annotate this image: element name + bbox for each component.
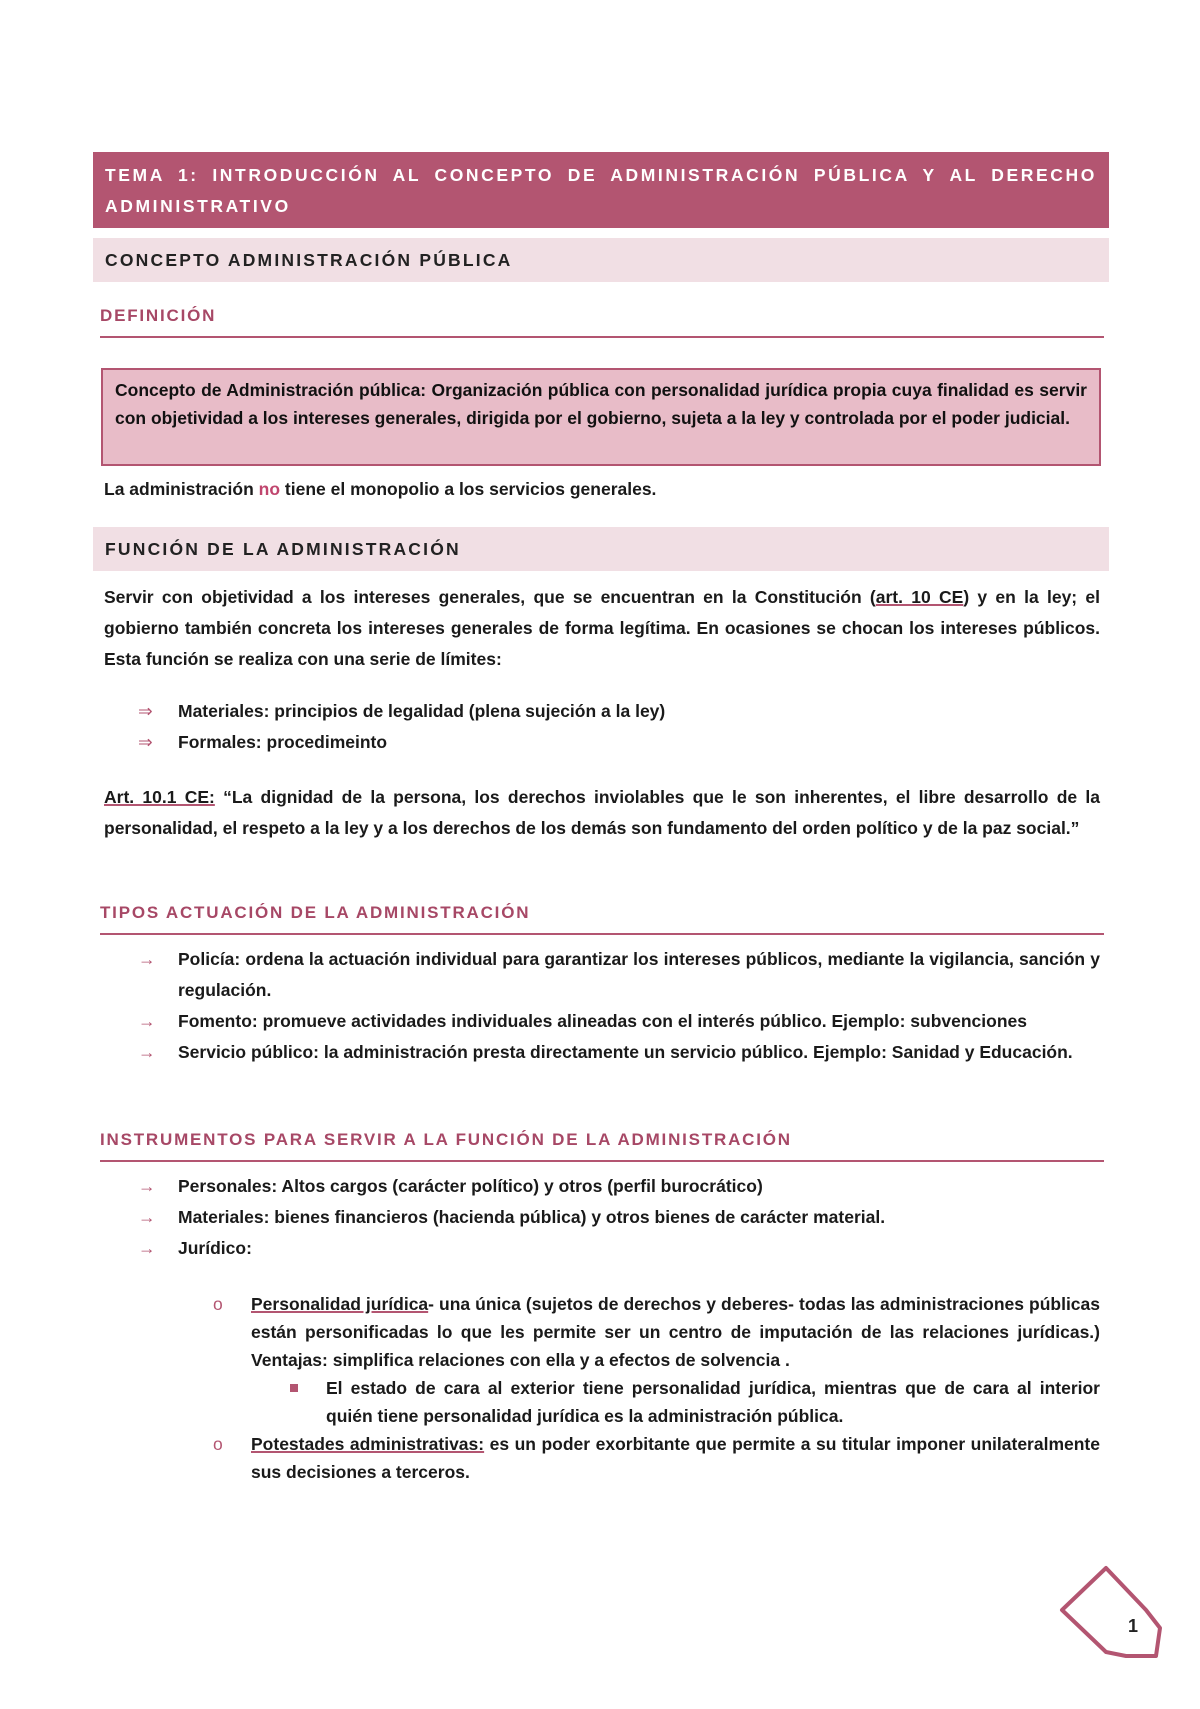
section-heading-funcion: FUNCIÓN DE LA ADMINISTRACIÓN bbox=[93, 527, 1109, 571]
monopoly-note bbox=[104, 474, 1100, 505]
article-quote-text: “La dignidad de la persona, los derechos inviolables que le son inherentes, el libre desarrollo de la personalidad, el respeto a la ley y a los derechos de los demás son fundamento del orden político y de la paz social.” bbox=[104, 787, 1100, 838]
tipos-list bbox=[138, 944, 1100, 1068]
note-accent-word: no bbox=[258, 479, 281, 499]
note-text-before: La administración bbox=[104, 479, 254, 499]
subheading-definicion: DEFINICIÓN bbox=[100, 304, 1104, 338]
list-item: o Personalidad jurídica- una única (sujetos de derechos y deberes- todas las administraciones públicas están personificadas lo que les permite ser un centro de imputación de las relaciones jurídicas.) Ventajas: simplifica relaciones con ella y a efectos de solvencia . bbox=[213, 1290, 1100, 1374]
juridico-sublist-2 bbox=[213, 1430, 1100, 1486]
subheading-tipos: TIPOS ACTUACIÓN DE LA ADMINISTRACIÓN bbox=[100, 901, 1104, 935]
article-label: Art. 10.1 CE: bbox=[104, 787, 215, 807]
page-tab-shape bbox=[1056, 1560, 1166, 1660]
page-number-badge bbox=[1056, 1560, 1166, 1660]
article-quote bbox=[104, 782, 1100, 844]
constitution-article-reference: art. 10 CE bbox=[875, 587, 964, 607]
circle-bullet-icon: o bbox=[213, 1294, 223, 1314]
arrow-icon: → bbox=[138, 949, 156, 969]
arrow-icon: → bbox=[138, 1176, 156, 1196]
potestades-term: Potestades administrativas: bbox=[251, 1434, 485, 1454]
instrumentos-list bbox=[138, 1171, 1100, 1264]
circle-bullet-icon: o bbox=[213, 1434, 223, 1454]
page-number: 1 bbox=[1128, 1616, 1139, 1636]
double-arrow-icon: ⇒ bbox=[138, 701, 153, 721]
arrow-icon: → bbox=[138, 1238, 156, 1258]
funcion-text-start: Servir con objetividad a los intereses generales, que se encuentran en la Constitución ( bbox=[104, 587, 876, 607]
note-text-after: tiene el monopolio a los servicios generales. bbox=[284, 479, 657, 499]
list-item: o Potestades administrativas: es un poder exorbitante que permite a su titular imponer unilateralmente sus decisiones a terceros. bbox=[213, 1430, 1100, 1486]
list-item: → Servicio público: la administración presta directamente un servicio público. Ejemplo: Sanidad y Educación. bbox=[138, 1037, 1100, 1068]
list-item: ⇒ Materiales: principios de legalidad (plena sujeción a la ley) bbox=[138, 696, 1100, 727]
list-item: El estado de cara al exterior tiene personalidad jurídica, mientras que de cara al interior quién tiene personalidad jurídica es la administración pública. bbox=[290, 1374, 1100, 1430]
document-title: TEMA 1: INTRODUCCIÓN AL CONCEPTO DE ADMINISTRACIÓN PÚBLICA Y AL DERECHO ADMINISTRATIVO bbox=[93, 152, 1109, 228]
section-heading-concepto: CONCEPTO ADMINISTRACIÓN PÚBLICA bbox=[93, 238, 1109, 282]
subheading-instrumentos: INSTRUMENTOS PARA SERVIR A LA FUNCIÓN DE LA ADMINISTRACIÓN bbox=[100, 1128, 1104, 1162]
list-item: → Personales: Altos cargos (carácter político) y otros (perfil burocrático) bbox=[138, 1171, 1100, 1202]
juridico-sublist-1 bbox=[213, 1290, 1100, 1374]
juridico-subsublist bbox=[290, 1374, 1100, 1430]
arrow-icon: → bbox=[138, 1011, 156, 1031]
list-item: → Fomento: promueve actividades individuales alineadas con el interés público. Ejemplo: subvenciones bbox=[138, 1006, 1100, 1037]
square-bullet-icon bbox=[290, 1384, 298, 1392]
funcion-text-end: ) y en la ley; el gobierno también concreta los intereses generales de forma legítima. En ocasiones se chocan los intereses públicos. Esta función se realiza con una serie de límites: bbox=[104, 587, 1100, 669]
limits-list bbox=[138, 696, 1100, 758]
list-item: → Jurídico: bbox=[138, 1233, 1100, 1264]
personalidad-juridica-term: Personalidad jurídica bbox=[251, 1294, 429, 1314]
list-item: → Policía: ordena la actuación individual para garantizar los intereses públicos, mediante la vigilancia, sanción y regulación. bbox=[138, 944, 1100, 1006]
arrow-icon: → bbox=[138, 1207, 156, 1227]
funcion-paragraph bbox=[104, 582, 1100, 675]
list-item: ⇒ Formales: procedimeinto bbox=[138, 727, 1100, 758]
double-arrow-icon: ⇒ bbox=[138, 732, 153, 752]
definition-box: Concepto de Administración pública: Organización pública con personalidad jurídica propia cuya finalidad es servir con objetividad a los intereses generales, dirigida por el gobierno, sujeta a la ley y controlada por el poder judicial. bbox=[101, 368, 1101, 466]
arrow-icon: → bbox=[138, 1042, 156, 1062]
list-item: → Materiales: bienes financieros (hacienda pública) y otros bienes de carácter material. bbox=[138, 1202, 1100, 1233]
